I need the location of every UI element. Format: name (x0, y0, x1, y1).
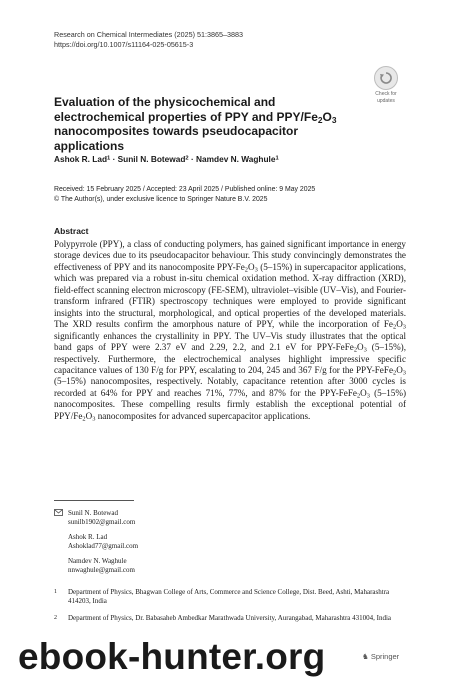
contact-name: Namdev N. Waghule (68, 557, 127, 565)
subscript: 2 (82, 415, 86, 423)
affiliation-text: Department of Physics, Dr. Babasaheb Ambedkar Marathwada University, Aurangabad, Maharashtra 431004, India (68, 614, 392, 622)
badge-label-1: Check for (375, 91, 397, 97)
title-subscript: 3 (331, 114, 337, 125)
copyright-notice: © The Author(s), under exclusive licence to Springer Nature B.V. 2025 (54, 196, 268, 203)
subscript: 3 (254, 266, 258, 274)
abstract-text: O (360, 387, 367, 398)
subscript: 3 (402, 323, 406, 331)
affiliation-entry (54, 614, 394, 623)
author-name[interactable]: Namdev N. Waghule (196, 154, 276, 164)
abstract-text: O (85, 410, 93, 421)
title-text: nanocomposites towards pseudocapacitor applications (54, 124, 299, 153)
envelope-icon (54, 509, 63, 519)
journal-header (54, 30, 243, 50)
abstract-text: Fe (383, 364, 393, 375)
contact-entry (68, 509, 354, 527)
abstract-text: (5–15%) nanocomposites. These compelling results firmly establish the exceptional potential of PPY/Fe (54, 387, 406, 421)
footnote-divider (54, 500, 134, 501)
contact-email[interactable]: sunilb1902@gmail.com (68, 518, 136, 526)
abstract-text: Fe (344, 342, 354, 353)
subscript: 2 (393, 369, 397, 377)
badge-label-2: updates (377, 98, 395, 104)
author-affiliation-mark: 1 (107, 155, 111, 162)
publication-history (54, 185, 414, 205)
subscript: 2 (356, 392, 361, 400)
affiliation-text: Department of Physics, Bhagwan College of Arts, Commerce and Science College, Dist. Beed, Ashti, Maharashtra 414203, India (68, 588, 390, 605)
abstract-body (54, 239, 406, 422)
abstract-text: significantly enhances the crystallinity in PPY. The UV–Vis study illustrates that the optical band gaps of PPY were 2.37 eV and 2.29, 2.2, and 2.1 eV for PPY-Fe (54, 330, 406, 353)
author-name[interactable]: Ashok R. Lad (54, 154, 108, 164)
abstract-text: O (396, 319, 403, 330)
title-text: Evaluation of the physicochemical and electrochemical properties of PPY and PPY/Fe (54, 95, 318, 124)
corresponding-contacts (54, 509, 354, 581)
title-text: O (322, 109, 332, 124)
paper-title (54, 95, 364, 153)
contact-email[interactable]: nnwaghule@gmail.com (68, 566, 135, 574)
contact-name: Sunil N. Botewad (68, 509, 118, 517)
check-for-updates-badge[interactable] (370, 66, 402, 104)
contact-entry (68, 533, 354, 551)
affiliations (54, 588, 394, 631)
journal-citation: Research on Chemical Intermediates (2025) 51:3865–3883 (54, 30, 243, 39)
abstract-text: (5–15%) in supercapacitor applications, which was prepared via a robust in-situ chemical oxidation method. X-ray diffraction (XRD), field-effect scanning electron microscopy (FE-SEM), ultraviolet–visible (UV–Vis), and Fourier-transform infrared (FTIR) spectroscopy techniques were employed to provide significant insights into the structural, morphological, and optical properties of the developed materials. The XRD results confirm the amorphous nature of PPY, while the incorporation of Fe (54, 261, 406, 330)
doi-link[interactable]: https://doi.org/10.1007/s11164-025-05615-3 (54, 40, 194, 49)
contact-entry (68, 557, 354, 575)
affiliation-entry (54, 588, 394, 606)
subscript: 3 (366, 392, 370, 400)
author-separator: · (190, 154, 197, 164)
author-affiliation-mark: 2 (185, 155, 189, 162)
abstract-text: O (357, 342, 364, 353)
abstract-text: O (396, 364, 403, 375)
watermark: ebook-hunter.org (18, 636, 326, 677)
subscript: 2 (244, 266, 248, 274)
subscript: 3 (402, 369, 406, 377)
springer-horse-icon: ♞ (362, 652, 369, 661)
author-list (54, 154, 384, 164)
subscript: 2 (353, 346, 358, 354)
abstract-text: O (248, 261, 255, 272)
subscript: 3 (92, 415, 96, 423)
contact-name: Ashok R. Lad (68, 533, 108, 541)
publisher-name: Springer (370, 652, 400, 661)
title-subscript: 2 (317, 114, 323, 125)
author-affiliation-mark: 1 (275, 155, 279, 162)
abstract-text: (5–15%), respectively. Furthermore, the electrochemical analyses highlight impressive specific capacitance values of 130 F/g for PPY, escalating to 204, 245 and 367 F/g for the PPY-Fe (54, 342, 406, 375)
refresh-icon (374, 66, 398, 90)
history-dates: Received: 15 February 2025 / Accepted: 23 April 2025 / Published online: 9 May 2025 (54, 186, 316, 193)
author-name[interactable]: Sunil N. Botewad (117, 154, 186, 164)
abstract-text: Polypyrrole (PPY), a class of conducting polymers, has gained significant importance in energy storage devices due to its pseudocapacitor behaviour. This study convincingly demonstrates the effectiveness of PPY and its nanocomposite PPY-Fe (54, 239, 406, 272)
abstract-text: nanocomposites for advanced supercapacitor applications. (95, 410, 311, 421)
contact-email[interactable]: Ashoklad77@gmail.com (68, 542, 139, 550)
abstract-paragraph (54, 239, 406, 422)
author-separator: · (112, 154, 118, 164)
affiliation-number: 2 (54, 615, 57, 621)
abstract-heading: Abstract (54, 226, 89, 236)
affiliation-number: 1 (54, 589, 57, 595)
subscript: 2 (393, 323, 397, 331)
abstract-text: (5–15%) nanocomposites, respectively. Notably, capacitance retention after 3000 cycles is recorded at 64% for PPY and reaches 71%, 77%, and 87% for the PPY-Fe (54, 376, 406, 398)
subscript: 3 (363, 346, 367, 354)
abstract-text: Fe (347, 387, 357, 398)
